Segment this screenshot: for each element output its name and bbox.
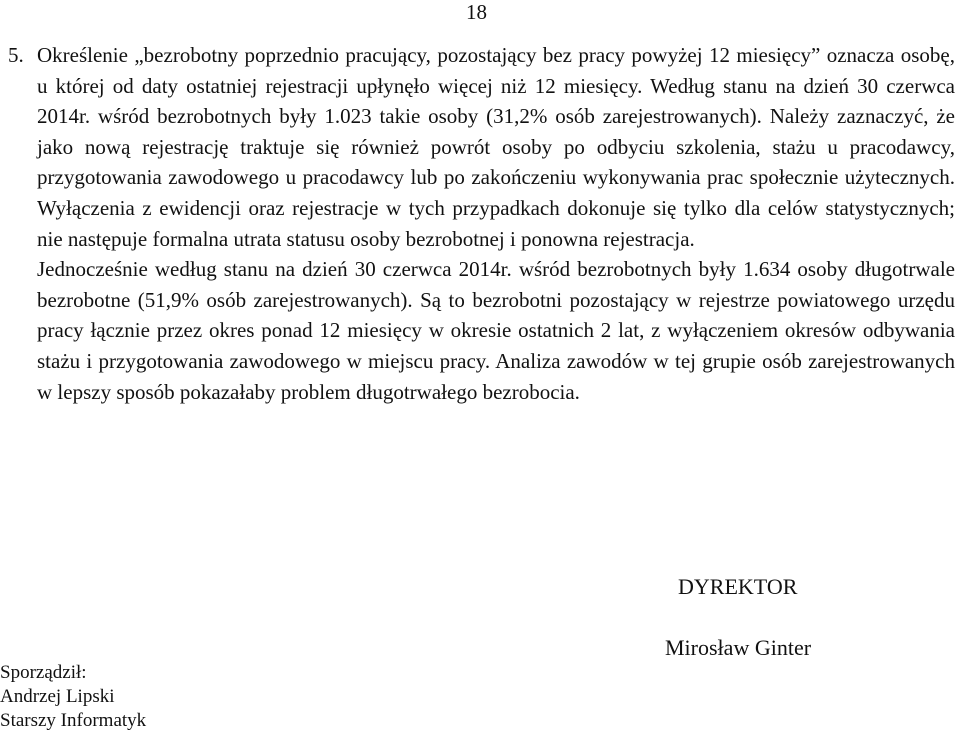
prepared-by-role: Starszy Informatyk [0,710,147,731]
signature-title: DYREKTOR [678,574,798,599]
paragraph-1-text: Określenie „bezrobotny poprzednio pracujący, pozostający bez pracy powyżej 12 miesięcy” oznacza osobę, u której od daty ostatniej rejestracji upłynęło więcej niż 12 miesięcy. Według stanu na dzień 30 czerwca 2014r. wśród bezrobotnych były 1.023 takie osoby (31,2% osób zarejestrowanych). Należy zaznaczyć, że jako nową rejestrację traktuje się również powrót osoby po odbyciu szkolenia, stażu u pracodawcy, przygotowania zawodowego u pracodawcy lub po zakończeniu wykonywania prac społecznie użytecznych. Wyłączenia z ewidencji oraz rejestracje w tych przypadkach dokonuje się tylko dla celów statystycznych; nie następuje formalna utrata statusu osoby bezrobotnej i ponowna rejestracja. [37,43,955,251]
paragraph-unemployed-definition [8,40,955,254]
signature-name: Mirosław Ginter [665,635,812,660]
point-number: 5. [8,43,24,67]
prepared-by-name: Andrzej Lipski [0,686,115,707]
section-point-5 [8,40,955,407]
paragraph-long-term-unemployed: Jednocześnie według stanu na dzień 30 czerwca 2014r. wśród bezrobotnych były 1.634 osoby długotrwale bezrobotne (51,9% osób zarejestrowanych). Są to bezrobotni pozostający w rejestrze powiatowego urzędu pracy łącznie przez okres ponad 12 miesięcy w okresie ostatnich 2 lat, z wyłączeniem okresów odbywania stażu i przygotowania zawodowego w miejscu pracy. Analiza zawodów w tej grupie osób zarejestrowanych w lepszy sposób pokazałaby problem długotrwałego bezrobocia. [37,257,955,404]
page-number: 18 [466,0,487,24]
prepared-by-label: Sporządził: [0,662,87,683]
prepared-by-block [0,661,146,733]
